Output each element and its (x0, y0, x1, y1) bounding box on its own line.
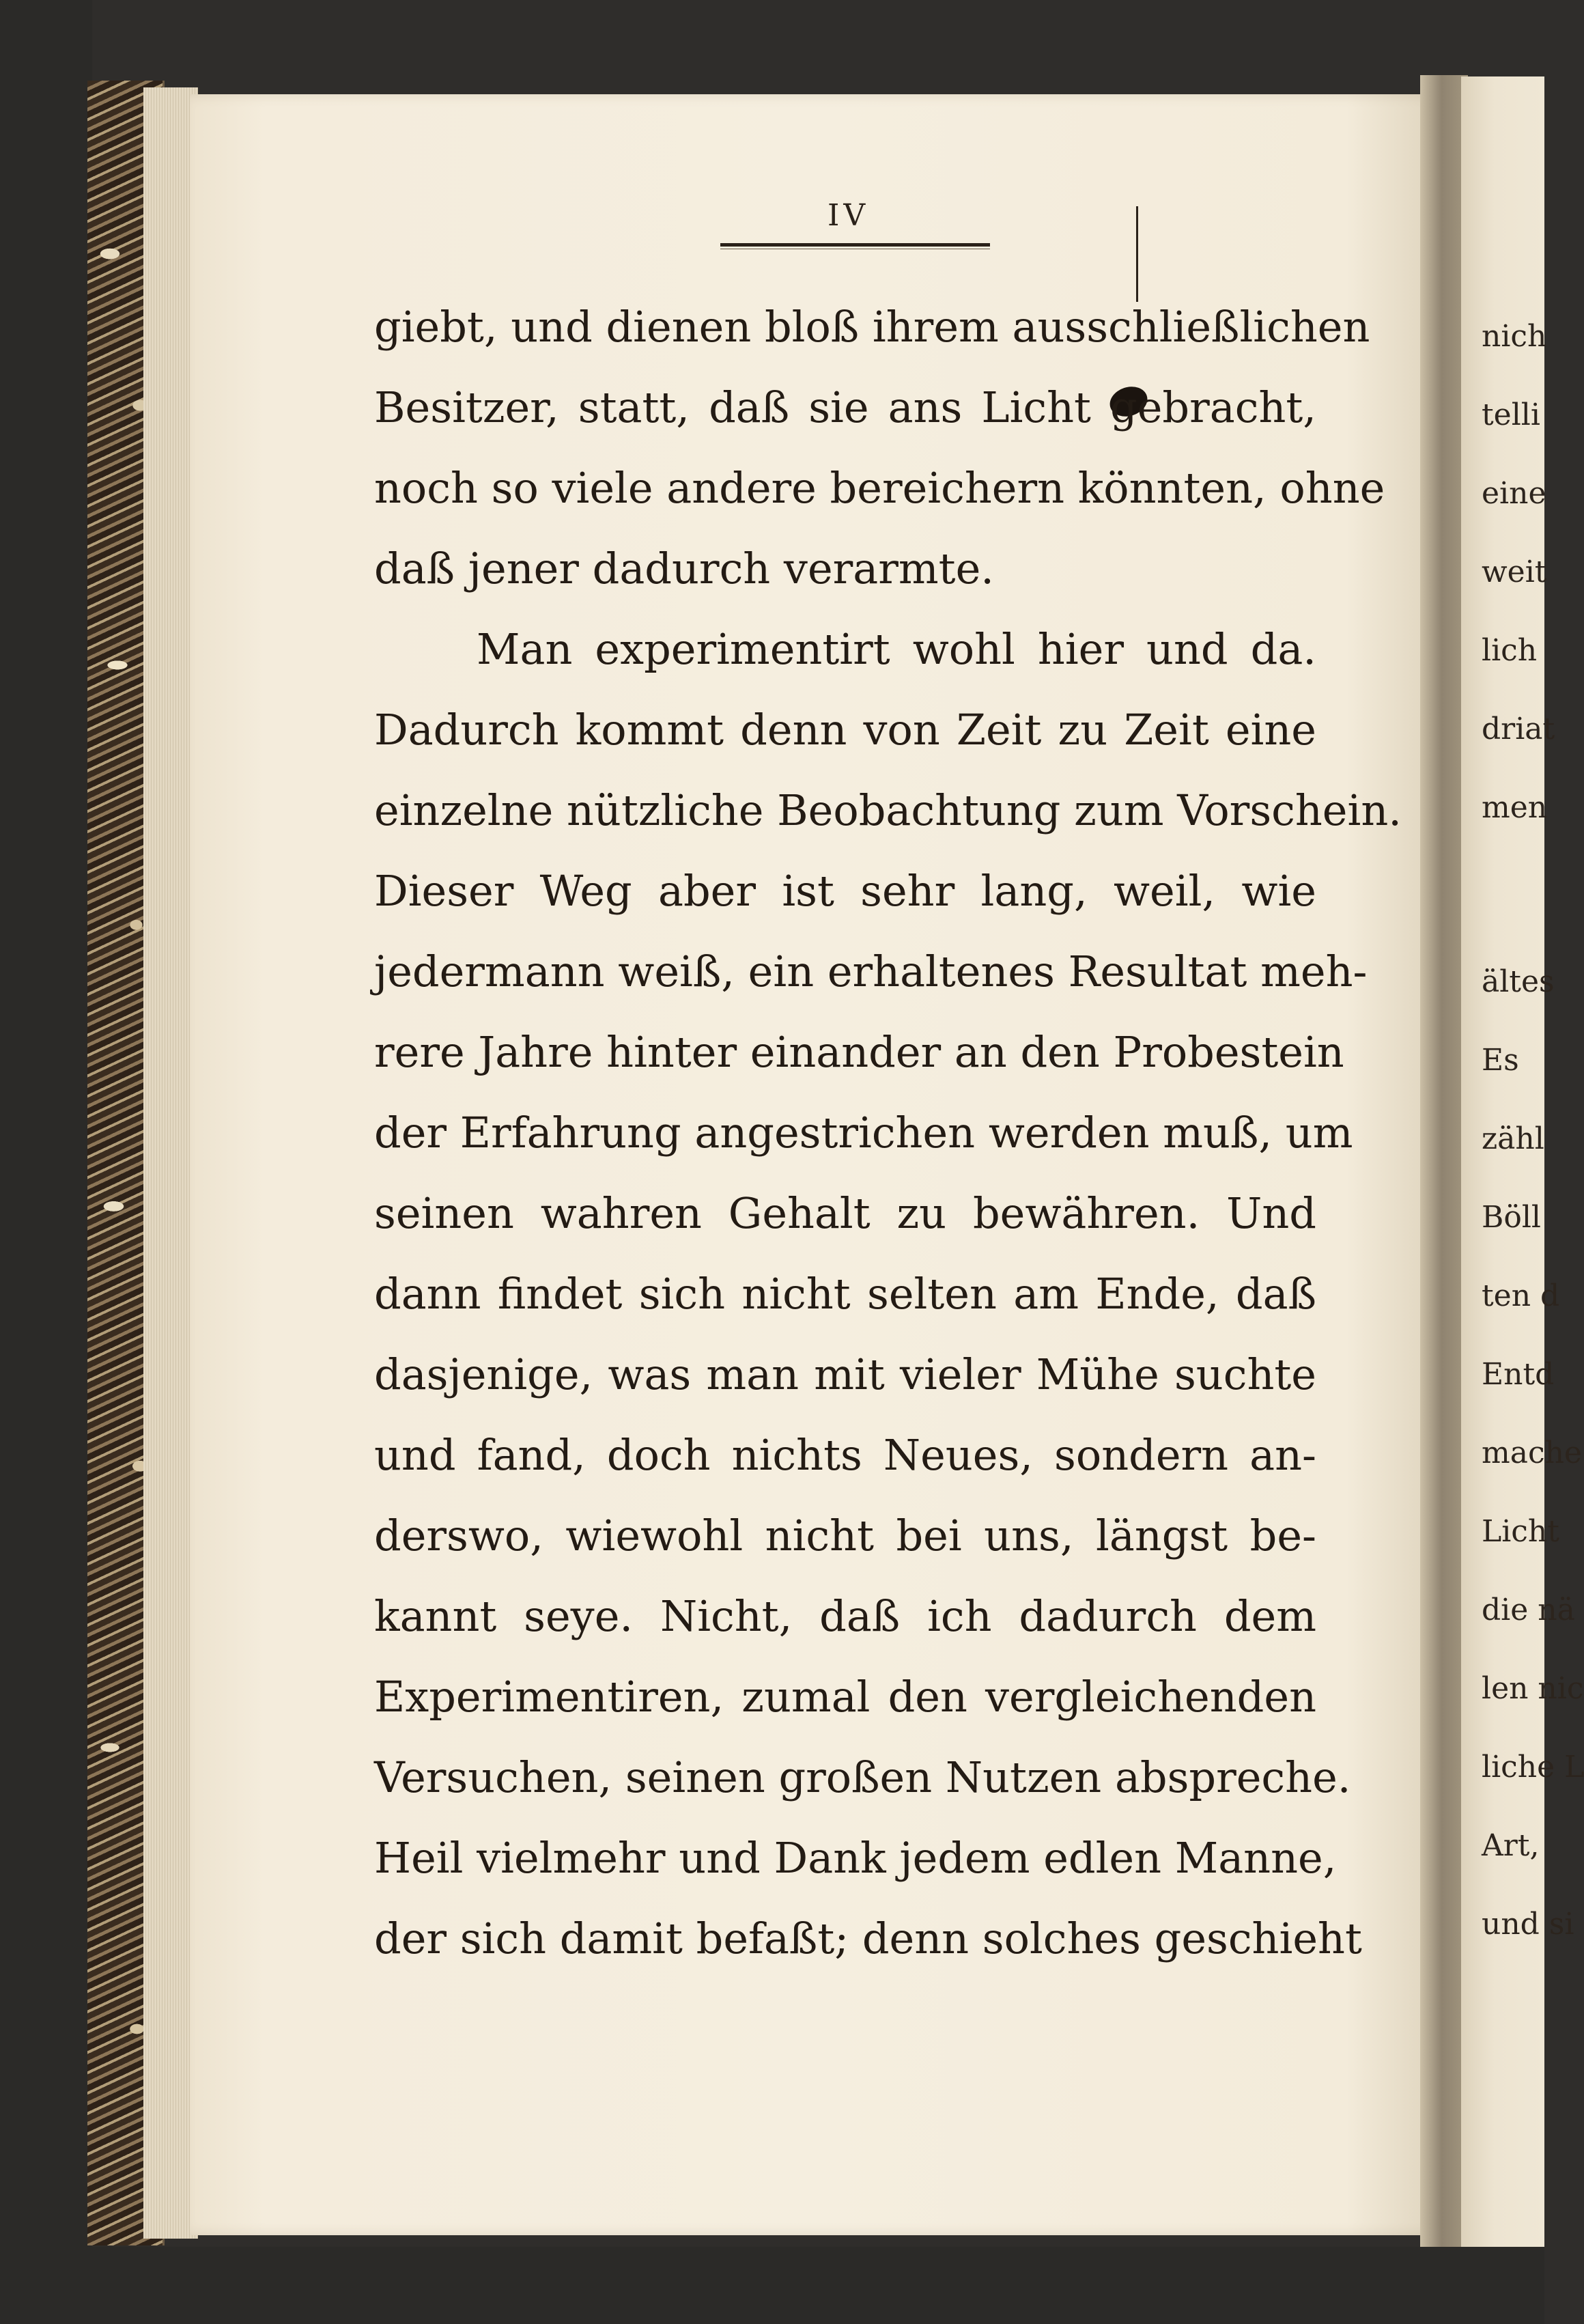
facing-page-fragment: weit (1482, 555, 1547, 589)
facing-page-fragment: ten d (1482, 1278, 1560, 1313)
text-line: Versuchen, seinen großen Nutzen abspreche. (374, 1752, 1351, 1802)
text-line: jedermann weiß, ein erhaltenes Resultat meh- (374, 947, 1368, 996)
facing-page-fragment: Licht (1482, 1514, 1559, 1549)
facing-page-fragment: Es (1482, 1043, 1519, 1078)
text-line: und fand, doch nichts Neues, sondern an- (374, 1430, 1316, 1480)
scan-backdrop-bottom (0, 2247, 1544, 2324)
header-rule (720, 243, 990, 247)
text-line: kannt seye. Nicht, daß ich dadurch dem (374, 1591, 1316, 1641)
facing-page-fragment: Böll (1482, 1200, 1541, 1235)
text-line: der Erfahrung angestrichen werden muß, um (374, 1108, 1353, 1158)
text-line: Experimentiren, zumal den vergleichenden (374, 1672, 1316, 1722)
facing-page-fragment: Entd (1482, 1357, 1555, 1392)
facing-page-fragment: die nä (1482, 1593, 1575, 1627)
text-line: derswo, wiewohl nicht bei uns, längst be- (374, 1511, 1316, 1560)
facing-page-fragment: lich (1482, 633, 1538, 668)
text-line: dasjenige, was man mit vieler Mühe suchte (374, 1349, 1316, 1399)
facing-page-fragment: mache (1482, 1436, 1582, 1470)
text-line: seinen wahren Gehalt zu bewähren. Und (374, 1188, 1316, 1238)
facing-page-fragment: men (1482, 790, 1548, 825)
facing-page-fragment: telli (1482, 397, 1540, 432)
facing-page-fragment: Art, (1482, 1828, 1540, 1863)
page-number: IV (828, 198, 870, 233)
scan-backdrop (0, 0, 92, 2324)
facing-page-fragment: driat (1482, 712, 1555, 746)
text-line: noch so viele andere bereichern könnten, ohne (374, 463, 1385, 513)
facing-page-fragment: nich (1482, 319, 1547, 354)
text-line: Besitzer, statt, daß sie ans Licht gebracht, (374, 382, 1316, 432)
facing-page-fragment: eine (1482, 476, 1546, 511)
facing-page (1461, 76, 1584, 2247)
text-line: Dieser Weg aber ist sehr lang, weil, wie (374, 866, 1316, 916)
facing-page-fragment: und si (1482, 1907, 1574, 1942)
text-line: Dadurch kommt denn von Zeit zu Zeit eine (374, 705, 1316, 755)
page-body-text (374, 287, 1402, 1979)
facing-page-fragment: liche L (1482, 1750, 1584, 1784)
text-line: daß jener dadurch verarmte. (374, 544, 994, 593)
text-line: dann findet sich nicht selten am Ende, daß (374, 1269, 1316, 1319)
text-line: rere Jahre hinter einander an den Probestein (374, 1027, 1344, 1077)
text-line: giebt, und dienen bloß ihrem ausschließlichen (374, 302, 1370, 352)
text-line: der sich damit befaßt; denn solches geschieht (374, 1914, 1362, 1963)
facing-page-fragment: ältes (1482, 964, 1555, 999)
facing-page-fragment: zähl (1482, 1121, 1544, 1156)
text-line: einzelne nützliche Beobachtung zum Vorschein. (374, 785, 1402, 835)
facing-page-fragment: len nic (1482, 1671, 1584, 1706)
text-line: Heil vielmehr und Dank jedem edlen Manne, (374, 1833, 1337, 1883)
text-line: Man experimentirt wohl hier und da. (477, 624, 1316, 674)
